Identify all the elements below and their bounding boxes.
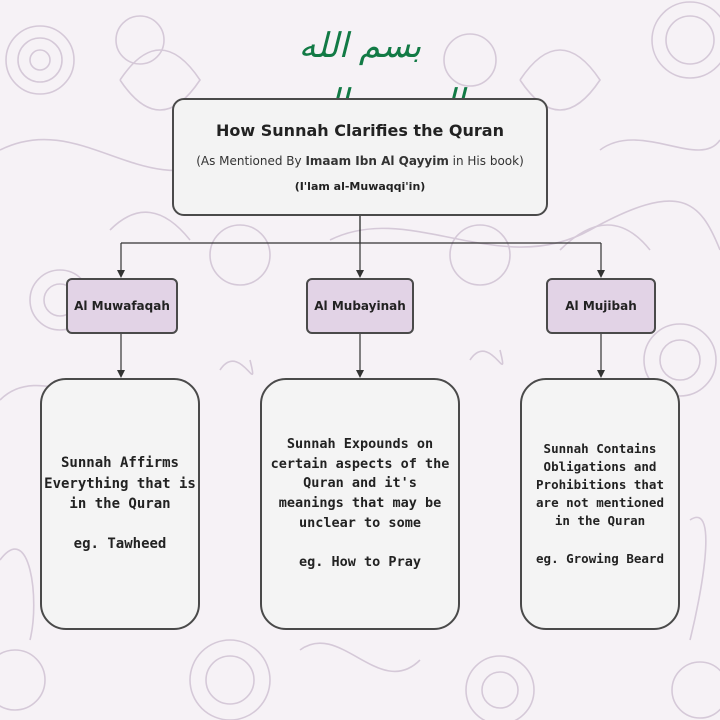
detail-line: in the Quran [554, 513, 646, 529]
category-muwafaqah [66, 278, 178, 334]
detail-line: Sunnah Expounds on [286, 436, 434, 453]
category-label: Al Mujibah [565, 299, 637, 313]
root-title: How Sunnah Clarifies the Quran [216, 121, 504, 140]
detail-line: Quran and it's [303, 475, 417, 492]
detail-line: Sunnah Affirms [60, 455, 179, 472]
detail-mujibah [520, 378, 680, 630]
detail-example: eg. Tawheed [73, 536, 167, 553]
subtitle-suffix: in His book) [448, 154, 524, 168]
category-mubayinah [306, 278, 414, 334]
detail-line: unclear to some [299, 514, 421, 531]
root-node [172, 98, 548, 216]
category-label: Al Mubayinah [314, 299, 406, 313]
detail-line: meanings that may be [278, 495, 442, 511]
subtitle-prefix: (As Mentioned By [196, 154, 306, 168]
bismillah-calligraphy: بسم الله [298, 26, 422, 66]
detail-muwafaqah [40, 378, 200, 630]
detail-line: are not mentioned [536, 495, 664, 510]
detail-mubayinah [260, 378, 460, 630]
detail-line: Everything that is [44, 475, 196, 492]
detail-example: eg. How to Pray [299, 554, 421, 571]
detail-line: Sunnah Contains [543, 440, 657, 456]
category-mujibah [546, 278, 656, 334]
detail-line: Prohibitions that [536, 476, 664, 492]
root-book: (I'lam al-Muwaqqi'in) [294, 180, 426, 193]
root-subtitle [196, 154, 524, 168]
detail-line: Obligations and [543, 458, 657, 474]
detail-line: certain aspects of the [270, 455, 450, 472]
detail-line: in the Quran [69, 496, 171, 512]
subtitle-author: Imaam Ibn Al Qayyim [305, 154, 449, 168]
category-label: Al Muwafaqah [74, 299, 170, 313]
detail-example: eg. Growing Beard [536, 551, 664, 567]
